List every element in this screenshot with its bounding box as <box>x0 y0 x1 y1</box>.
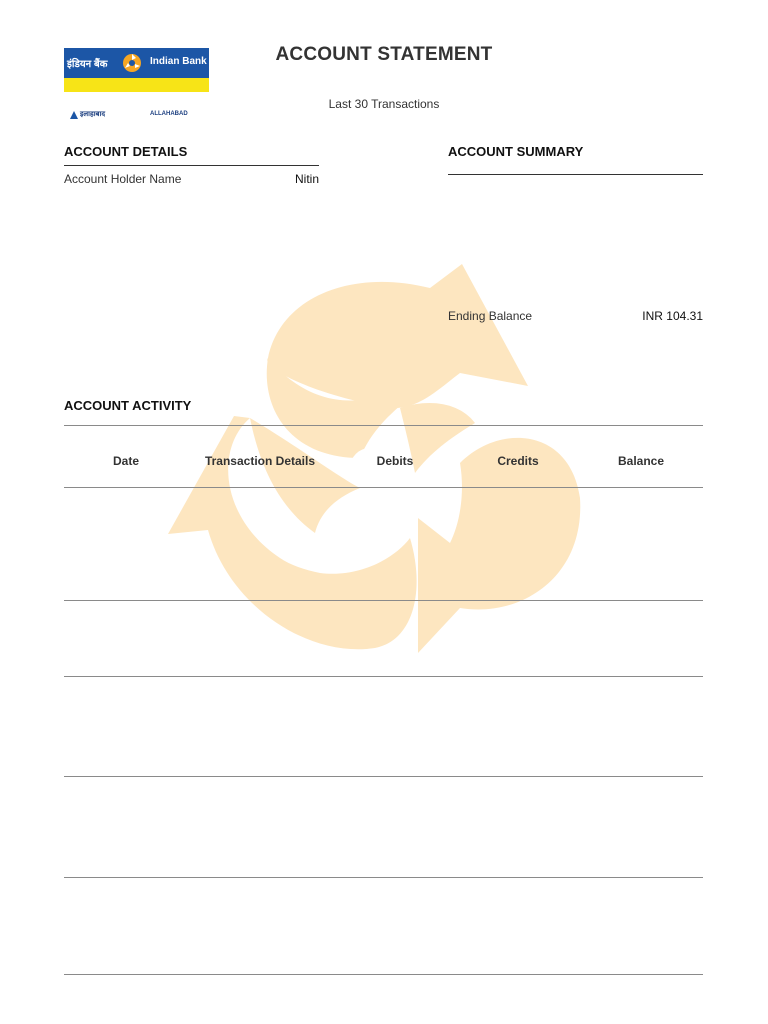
column-header-balance: Balance <box>617 454 665 468</box>
table-row-divider <box>64 776 703 777</box>
column-header-transaction-details: Transaction Details <box>204 454 316 468</box>
logo-name-hindi: इंडियन बैंक <box>67 59 108 70</box>
table-row-divider <box>64 974 703 975</box>
ending-balance-value: INR 104.31 <box>642 309 703 323</box>
account-details-rule <box>64 165 319 166</box>
table-header-rule <box>64 487 703 488</box>
logo-sub-english: ALLAHABAD <box>150 111 188 117</box>
account-holder-value: Nitin <box>294 172 319 186</box>
table-top-rule <box>64 425 703 426</box>
account-summary-heading: ACCOUNT SUMMARY <box>448 144 584 159</box>
logo-sub-hindi: इलाहाबाद <box>80 111 106 118</box>
logo-name-english: Indian Bank <box>150 56 207 67</box>
page-title: ACCOUNT STATEMENT <box>275 44 493 65</box>
column-header-date: Date <box>112 454 139 468</box>
ending-balance-label: Ending Balance <box>448 309 533 323</box>
table-row-divider <box>64 600 703 601</box>
column-header-credits: Credits <box>497 454 539 468</box>
account-holder-label: Account Holder Name <box>64 172 182 186</box>
table-row-divider <box>64 676 703 677</box>
account-activity-heading: ACCOUNT ACTIVITY <box>64 398 192 413</box>
column-header-debits: Debits <box>376 454 414 468</box>
triangle-icon <box>70 111 78 119</box>
account-details-heading: ACCOUNT DETAILS <box>64 144 188 159</box>
logo-bottom-band <box>64 78 209 118</box>
page-subtitle: Last 30 Transactions <box>328 97 440 111</box>
account-summary-rule <box>448 174 703 175</box>
table-row-divider <box>64 877 703 878</box>
